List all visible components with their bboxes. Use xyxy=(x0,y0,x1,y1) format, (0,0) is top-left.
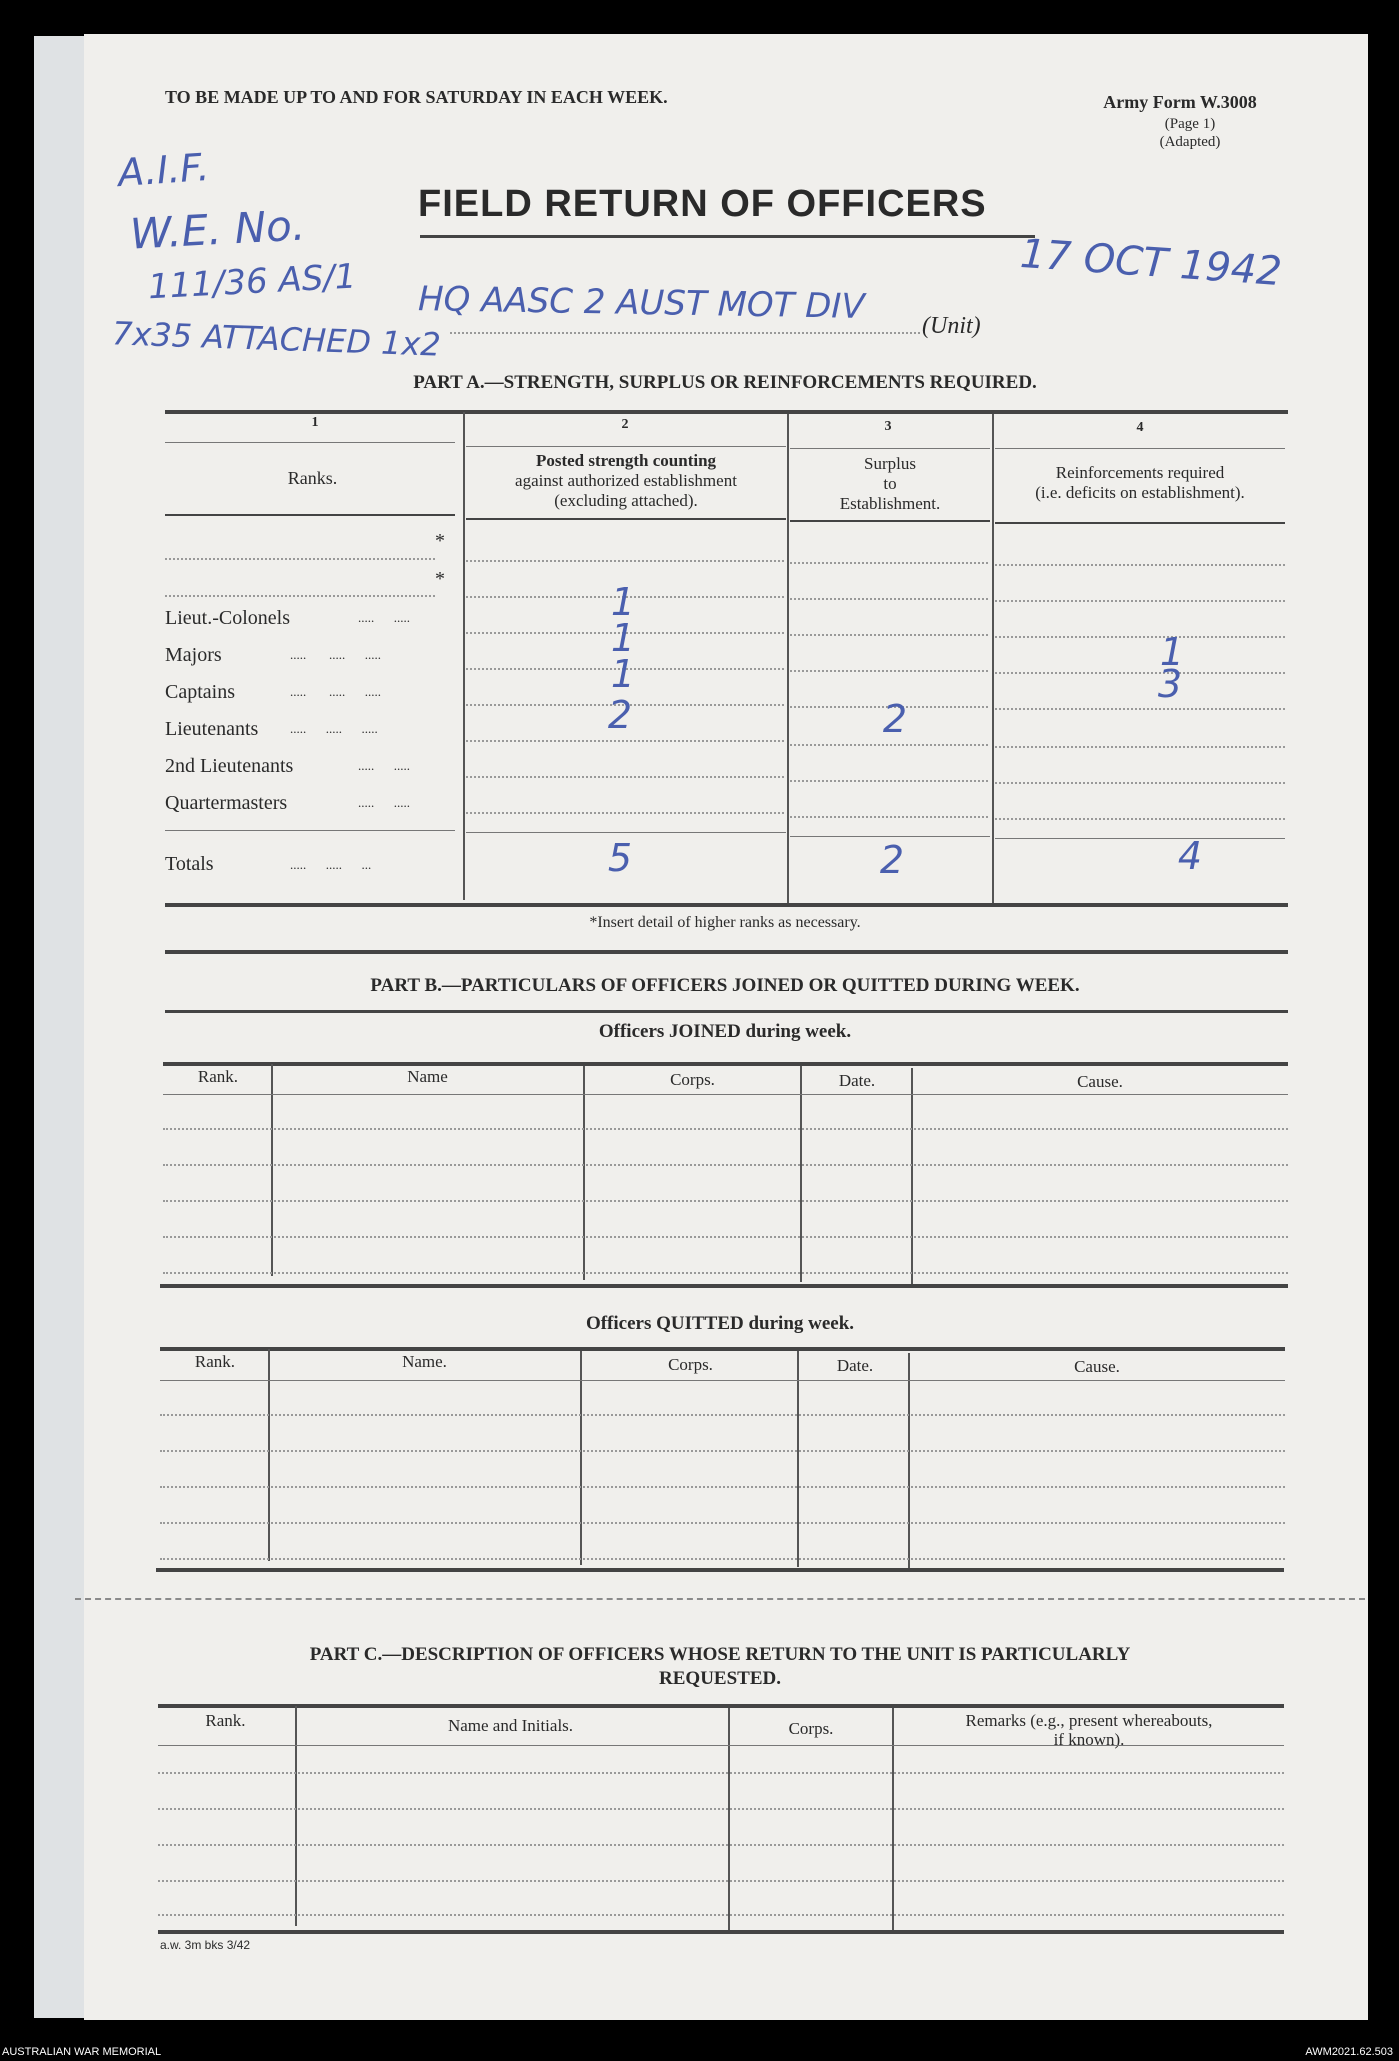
totals-reinforcements: 4 xyxy=(1177,834,1203,878)
form-adapted: (Adapted) xyxy=(1159,134,1221,150)
quitted-col-date: Date. xyxy=(836,1356,874,1375)
title-underline xyxy=(420,235,1035,238)
joined-col-corps: Corps. xyxy=(670,1070,715,1089)
part-c-title-line-2: REQUESTED. xyxy=(659,1668,781,1689)
part-c-col-divider xyxy=(728,1708,730,1930)
reinf-row-line xyxy=(995,708,1285,710)
part-c-col-name: Name and Initials. xyxy=(447,1716,574,1735)
surplus-row-line xyxy=(790,816,988,818)
part-c-title-line-1: PART C.—DESCRIPTION OF OFFICERS WHOSE RETURN TO THE UNIT IS PARTICULARLY xyxy=(309,1644,1131,1665)
lieutenants-surplus: 2 xyxy=(882,697,908,741)
rank-label: Captains xyxy=(165,681,235,703)
rank-leader-dots: ..... ..... ..... xyxy=(290,684,381,699)
joined-table-top-rule xyxy=(163,1062,1288,1066)
joined-col-divider xyxy=(271,1064,273,1276)
quitted-col-name: Name. xyxy=(402,1352,447,1371)
posted-header-line-1: Posted strength counting xyxy=(535,451,717,470)
joined-row-line xyxy=(163,1128,1288,1130)
quitted-col-cause: Cause. xyxy=(1074,1357,1120,1376)
captains-posted: 1 xyxy=(610,652,636,696)
reinforcements-header xyxy=(995,463,1285,503)
part-a-footnote: *Insert detail of higher ranks as necessary. xyxy=(589,914,861,931)
part-a-num-rule-2 xyxy=(466,446,786,447)
joined-row-line xyxy=(163,1164,1288,1166)
part-c-row-line xyxy=(158,1772,1284,1774)
unit-dotted-line xyxy=(450,332,920,334)
totals-top-rule xyxy=(165,830,455,831)
part-a-header-rule-2 xyxy=(466,518,786,520)
quitted-table-top-rule xyxy=(160,1347,1285,1351)
quitted-row-line xyxy=(160,1414,1285,1416)
joined-col-divider xyxy=(583,1066,585,1280)
rank-label: Quartermasters xyxy=(165,792,288,814)
surplus-row-line xyxy=(790,634,988,636)
quitted-table-title: Officers QUITTED during week. xyxy=(585,1313,855,1334)
reinf-row-line xyxy=(995,600,1285,602)
handwritten-aif: A.I.F. xyxy=(116,144,211,196)
surplus-header-line-1: Surplus xyxy=(864,454,916,473)
form-page-number: (Page 1) xyxy=(1164,116,1216,132)
print-code: a.w. 3m bks 3/42 xyxy=(160,1938,251,1952)
joined-header-rule xyxy=(163,1094,1288,1095)
part-c-bottom-rule xyxy=(158,1930,1284,1934)
form-number: Army Form W.3008 xyxy=(1103,92,1257,112)
col-number-1: 1 xyxy=(311,415,319,430)
part-c-header-rule xyxy=(158,1745,1284,1746)
unit-label: (Unit) xyxy=(922,313,981,339)
totals-label: Totals xyxy=(165,853,214,875)
handwritten-attached: 7x35 ATTACHED 1x2 xyxy=(111,314,442,364)
joined-col-divider xyxy=(911,1068,913,1284)
footer-accession-number: AWM2021.62.503 xyxy=(1305,2046,1393,2058)
higher-rank-line-2 xyxy=(165,595,435,597)
reinf-header-line-2: (i.e. deficits on establishment). xyxy=(1035,483,1245,502)
part-c-row-line xyxy=(158,1808,1284,1810)
posted-row-line xyxy=(466,740,784,742)
part-a-col-divider-3 xyxy=(992,414,994,904)
quitted-table-bottom-rule xyxy=(156,1568,1284,1572)
remarks-header-line-1: Remarks (e.g., present whereabouts, xyxy=(965,1711,1213,1730)
part-c-col-remarks xyxy=(894,1711,1284,1749)
rank-label: 2nd Lieutenants xyxy=(165,755,294,777)
perforation-line xyxy=(75,1598,1365,1600)
remarks-header-line-2: if known). xyxy=(1053,1730,1125,1749)
part-c-col-divider xyxy=(295,1706,297,1926)
part-a-top-rule xyxy=(165,410,1288,414)
part-a-bottom-rule xyxy=(165,903,1288,907)
lieutenants-posted: 2 xyxy=(607,693,633,737)
part-a-num-rule-1 xyxy=(165,442,455,443)
rank-leader-dots: ..... ..... xyxy=(358,610,410,625)
col-number-4: 4 xyxy=(1136,420,1144,435)
reinf-row-line xyxy=(995,782,1285,784)
instruction-text: TO BE MADE UP TO AND FOR SATURDAY IN EACH WEEK. xyxy=(165,87,668,107)
reinf-row-line xyxy=(995,746,1285,748)
rank-leader-dots: ..... ..... ..... xyxy=(290,721,378,736)
rank-label: Lieut.-Colonels xyxy=(165,607,290,629)
ranks-header: Ranks. xyxy=(287,468,338,488)
quitted-col-divider xyxy=(580,1351,582,1565)
handwritten-we-number: 111/36 AS/1 xyxy=(147,256,358,308)
posted-row-line xyxy=(466,812,784,814)
reinf-row-line xyxy=(995,564,1285,566)
totals-top-rule xyxy=(790,836,990,837)
part-a-title: PART A.—STRENGTH, SURPLUS OR REINFORCEMENTS REQUIRED. xyxy=(413,372,1037,393)
higher-rank-star-1: * xyxy=(435,530,445,552)
quitted-col-divider xyxy=(797,1351,799,1567)
surplus-row-line xyxy=(790,670,988,672)
handwritten-unit: HQ AASC 2 AUST MOT DIV xyxy=(417,279,865,327)
joined-col-name: Name xyxy=(407,1067,448,1086)
surplus-header xyxy=(790,454,990,514)
posted-header-line-3: (excluding attached). xyxy=(554,491,698,510)
footer-institution: AUSTRALIAN WAR MEMORIAL xyxy=(2,2046,162,2058)
part-a-num-rule-4 xyxy=(995,448,1285,449)
totals-top-rule xyxy=(995,838,1285,839)
quitted-col-corps: Corps. xyxy=(668,1355,713,1374)
reinf-row-line xyxy=(995,818,1285,820)
higher-rank-line-1 xyxy=(165,558,435,560)
joined-table-bottom-rule xyxy=(160,1284,1288,1288)
col-number-3: 3 xyxy=(884,419,892,434)
page-title: FIELD RETURN OF OFFICERS xyxy=(418,183,987,225)
majors-posted: 1 xyxy=(610,616,636,660)
part-b-title-rule xyxy=(165,1010,1288,1013)
captains-reinforcements: 3 xyxy=(1157,662,1183,706)
paper-edge xyxy=(34,36,84,2018)
handwritten-we-no: W.E. No. xyxy=(128,200,307,259)
majors-reinforcements: 1 xyxy=(1159,630,1185,674)
part-b-title: PART B.—PARTICULARS OF OFFICERS JOINED OR QUITTED DURING WEEK. xyxy=(370,975,1080,996)
posted-header-line-2: against authorized establishment xyxy=(515,471,737,490)
part-c-top-rule xyxy=(158,1704,1284,1708)
totals-posted: 5 xyxy=(607,836,633,880)
joined-col-cause: Cause. xyxy=(1077,1072,1123,1091)
quitted-col-rank: Rank. xyxy=(194,1352,236,1371)
part-a-header-rule-4 xyxy=(995,522,1285,524)
quitted-header-rule xyxy=(160,1380,1285,1381)
joined-row-line xyxy=(163,1272,1288,1274)
totals-top-rule xyxy=(466,832,786,833)
rank-leader-dots: ..... ..... xyxy=(358,795,410,810)
part-c-col-rank: Rank. xyxy=(205,1711,246,1730)
quitted-col-divider xyxy=(908,1353,910,1569)
part-a-num-rule-3 xyxy=(790,448,990,449)
part-c-row-line xyxy=(158,1844,1284,1846)
surplus-header-line-3: Establishment. xyxy=(839,494,941,513)
rank-leader-dots: ..... ..... ..... xyxy=(290,647,381,662)
posted-strength-header xyxy=(466,451,786,511)
part-a-header-rule-1 xyxy=(165,514,455,516)
posted-row-line xyxy=(466,560,784,562)
quitted-row-line xyxy=(160,1450,1285,1452)
posted-row-line xyxy=(466,776,784,778)
surplus-row-line xyxy=(790,744,988,746)
part-c-col-divider xyxy=(892,1708,894,1930)
quitted-row-line xyxy=(160,1486,1285,1488)
joined-row-line xyxy=(163,1200,1288,1202)
part-c-col-corps: Corps. xyxy=(788,1719,834,1738)
part-a-header-rule-3 xyxy=(790,520,990,522)
col-number-2: 2 xyxy=(621,417,629,432)
part-c-row-line xyxy=(158,1880,1284,1882)
joined-table-title: Officers JOINED during week. xyxy=(598,1021,852,1042)
higher-rank-star-2: * xyxy=(435,568,445,590)
rank-label: Lieutenants xyxy=(165,718,259,740)
totals-leader-dots: ..... ..... ... xyxy=(290,857,372,872)
part-a-col-divider-1 xyxy=(463,412,465,900)
joined-row-line xyxy=(163,1236,1288,1238)
joined-col-divider xyxy=(800,1066,802,1282)
lieut-colonels-posted: 1 xyxy=(610,580,636,624)
quitted-row-line xyxy=(160,1558,1285,1560)
surplus-header-line-2: to xyxy=(883,474,897,493)
totals-surplus: 2 xyxy=(879,838,905,882)
surplus-row-line xyxy=(790,780,988,782)
joined-col-date: Date. xyxy=(838,1071,876,1090)
part-a-footnote-rule xyxy=(165,950,1288,954)
surplus-row-line xyxy=(790,598,988,600)
reinf-header-line-1: Reinforcements required xyxy=(1055,463,1225,482)
handwritten-date: 17 OCT 1942 xyxy=(1018,230,1284,296)
part-a-col-divider-2 xyxy=(787,414,789,904)
part-c-title xyxy=(160,1643,1280,1691)
surplus-row-line xyxy=(790,562,988,564)
joined-col-rank: Rank. xyxy=(197,1067,239,1086)
part-c-row-line xyxy=(158,1914,1284,1916)
rank-leader-dots: ..... ..... xyxy=(358,758,410,773)
rank-label: Majors xyxy=(165,644,222,666)
quitted-row-line xyxy=(160,1522,1285,1524)
